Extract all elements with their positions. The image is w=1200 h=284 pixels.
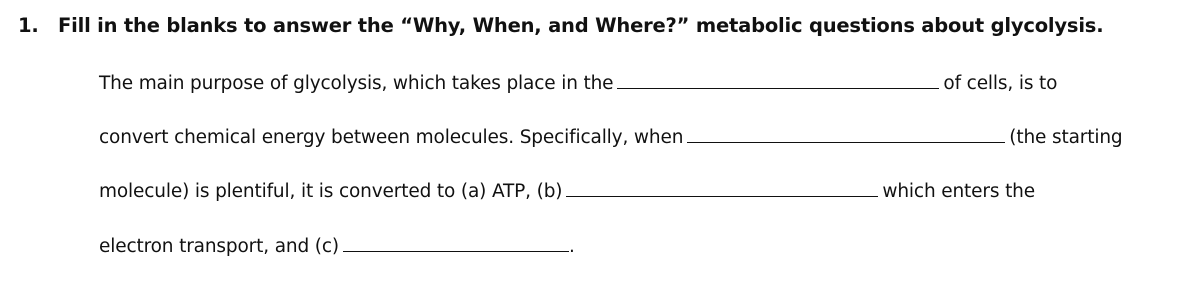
passage-line-4	[99, 236, 575, 257]
line-3-text-before: molecule) is plentiful, it is converted to (a) ATP, (b)	[99, 181, 563, 202]
question-heading	[18, 14, 1103, 37]
blank-starting-molecule[interactable]	[687, 141, 1005, 143]
line-2-text-after: (the starting	[1009, 127, 1123, 148]
question-number: 1.	[18, 14, 39, 37]
blank-product-c[interactable]	[343, 250, 569, 252]
line-3-text-after: which enters the	[882, 181, 1035, 202]
blank-location-in-cell[interactable]	[617, 87, 939, 89]
question-prompt: Fill in the blanks to answer the “Why, When, and Where?” metabolic questions about glycolysis.	[58, 14, 1104, 37]
line-1-text-after: of cells, is to	[943, 73, 1058, 94]
line-4-text-before: electron transport, and (c)	[99, 236, 339, 257]
passage-line-1	[99, 73, 1057, 94]
passage-line-3	[99, 181, 1035, 202]
blank-product-b[interactable]	[566, 195, 878, 197]
line-2-text-before: convert chemical energy between molecules. Specifically, when	[99, 127, 684, 148]
line-1-text-before: The main purpose of glycolysis, which takes place in the	[99, 73, 614, 94]
passage-line-2	[99, 127, 1123, 148]
line-4-period: .	[568, 236, 575, 257]
